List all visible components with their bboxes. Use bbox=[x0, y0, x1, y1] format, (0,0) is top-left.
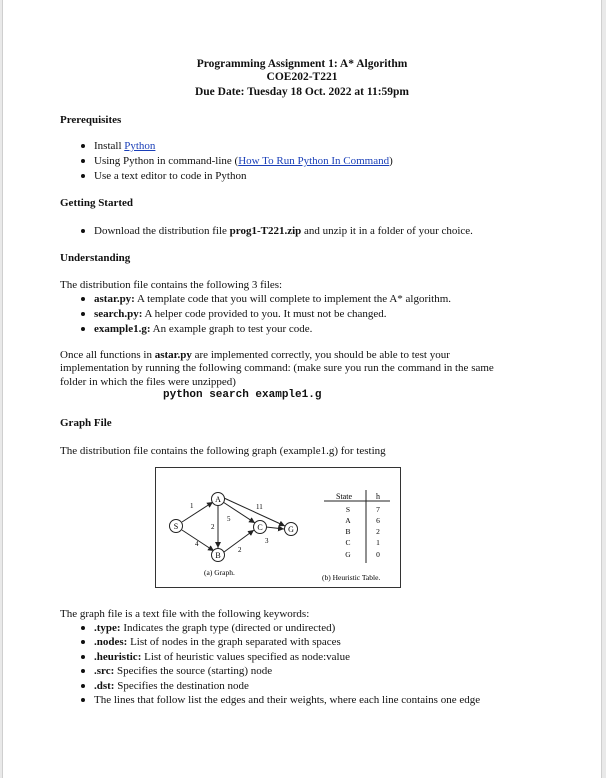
edge-weight: 4 bbox=[195, 540, 199, 548]
text: Once all functions in bbox=[60, 349, 155, 361]
edge-s-a bbox=[182, 502, 213, 522]
bullet bbox=[81, 327, 85, 331]
run-command: python search example1.g bbox=[163, 389, 322, 401]
paragraph-line: folder in which the files were unzipped) bbox=[60, 376, 236, 388]
file-desc: A helper code provided to you. It must not be changed. bbox=[142, 308, 387, 320]
item-text: The lines that follow list the edges and their weights, where each line contains one edge bbox=[94, 694, 481, 706]
document-page bbox=[2, 0, 602, 778]
zip-filename: prog1-T221.zip bbox=[229, 225, 302, 237]
understanding-heading: Understanding bbox=[60, 252, 131, 264]
table-state: C bbox=[345, 538, 351, 547]
list-item bbox=[94, 323, 312, 335]
list-item bbox=[94, 694, 480, 706]
table-caption: (b) Heuristic Table. bbox=[322, 573, 381, 582]
file-name: astar.py: bbox=[94, 293, 135, 305]
table-h: 2 bbox=[376, 527, 380, 536]
item-text: Download the distribution file bbox=[94, 225, 230, 237]
python-link[interactable]: Python bbox=[124, 140, 156, 152]
graph-intro: The distribution file contains the following graph (example1.g) for testing bbox=[60, 445, 386, 457]
bullet bbox=[81, 669, 85, 673]
list-item bbox=[94, 680, 249, 692]
table-state: B bbox=[345, 527, 351, 536]
item-text: Use a text editor to code in Python bbox=[94, 170, 247, 182]
node-label: S bbox=[173, 522, 179, 531]
keyword-desc: Specifies the destination node bbox=[114, 680, 249, 692]
bullet bbox=[81, 144, 85, 148]
edge-weight: 11 bbox=[256, 503, 263, 511]
file-name: example1.g: bbox=[94, 323, 151, 335]
bullet bbox=[81, 626, 85, 630]
list-item bbox=[94, 636, 341, 648]
how-to-run-python-link[interactable]: How To Run Python In Command bbox=[238, 155, 390, 167]
file-desc: An example graph to test your code. bbox=[150, 323, 313, 335]
item-text: and unzip it in a folder of your choice. bbox=[301, 225, 473, 237]
bullet bbox=[81, 229, 85, 233]
edge-weight: 2 bbox=[211, 523, 215, 531]
graph-file-heading: Graph File bbox=[60, 417, 112, 429]
edge-a-g bbox=[224, 498, 285, 526]
list-item bbox=[94, 225, 473, 237]
keyword: .type: bbox=[94, 622, 121, 634]
table-header-state: State bbox=[336, 492, 352, 501]
item-text: Install bbox=[94, 140, 125, 152]
node-label: B bbox=[215, 551, 221, 560]
file-name: search.py: bbox=[94, 308, 143, 320]
list-item bbox=[94, 622, 335, 634]
table-h: 0 bbox=[376, 550, 380, 559]
course-code: COE202-T221 bbox=[266, 71, 338, 83]
bullet bbox=[81, 312, 85, 316]
bullet bbox=[81, 159, 85, 163]
bullet bbox=[81, 174, 85, 178]
graph-caption: (a) Graph. bbox=[204, 568, 235, 577]
files-intro: The distribution file contains the following 3 files: bbox=[60, 279, 283, 291]
table-state: S bbox=[345, 505, 351, 514]
text: are implemented correctly, you should be able to test your bbox=[191, 349, 450, 361]
bullet bbox=[81, 655, 85, 659]
keyword-desc: Specifies the source (starting) node bbox=[114, 665, 273, 677]
table-h: 6 bbox=[376, 516, 380, 525]
bullet bbox=[81, 698, 85, 702]
keyword-desc: List of heuristic values specified as node:value bbox=[141, 651, 350, 663]
item-text: Using Python in command-line ( bbox=[94, 155, 239, 167]
table-state: G bbox=[345, 550, 351, 559]
keyword: .dst: bbox=[94, 680, 115, 692]
keyword-desc: Indicates the graph type (directed or undirected) bbox=[120, 622, 336, 634]
keyword-desc: List of nodes in the graph separated with spaces bbox=[127, 636, 341, 648]
table-h: 1 bbox=[376, 538, 380, 547]
keywords-intro: The graph file is a text file with the following keywords: bbox=[60, 608, 310, 620]
file-desc: A template code that you will complete to implement the A* algorithm. bbox=[134, 293, 452, 305]
keyword: .src: bbox=[94, 665, 115, 677]
list-item bbox=[94, 170, 246, 182]
list-item bbox=[94, 293, 451, 305]
item-text: ) bbox=[389, 155, 393, 167]
edge-c-g bbox=[266, 527, 284, 529]
prerequisites-heading: Prerequisites bbox=[60, 114, 122, 126]
astar-filename: astar.py bbox=[154, 349, 192, 361]
paragraph-line: implementation by running the following command: (make sure you run the command in the same bbox=[60, 362, 494, 374]
paragraph-line bbox=[60, 349, 450, 363]
table-h: 7 bbox=[376, 505, 380, 514]
graph-figure bbox=[155, 467, 401, 588]
keyword: .nodes: bbox=[94, 636, 128, 648]
list-item bbox=[94, 651, 350, 663]
node-label: C bbox=[257, 523, 263, 532]
assignment-title: Programming Assignment 1: A* Algorithm bbox=[196, 58, 408, 70]
list-item bbox=[94, 155, 393, 167]
list-item bbox=[94, 140, 155, 152]
list-item bbox=[94, 308, 386, 320]
graph-diagram bbox=[156, 468, 400, 587]
table-header-h: h bbox=[376, 492, 380, 501]
bullet bbox=[81, 684, 85, 688]
edge-weight: 1 bbox=[190, 502, 194, 510]
due-date: Due Date: Tuesday 18 Oct. 2022 at 11:59pm bbox=[194, 86, 410, 98]
bullet bbox=[81, 297, 85, 301]
list-item bbox=[94, 665, 272, 677]
node-label: G bbox=[288, 525, 294, 534]
edge-weight: 3 bbox=[265, 537, 269, 545]
edge-weight: 2 bbox=[238, 546, 242, 554]
node-label: A bbox=[215, 495, 221, 504]
edge-weight: 5 bbox=[227, 515, 231, 523]
getting-started-heading: Getting Started bbox=[60, 197, 134, 209]
bullet bbox=[81, 640, 85, 644]
table-state: A bbox=[345, 516, 351, 525]
keyword: .heuristic: bbox=[94, 651, 142, 663]
